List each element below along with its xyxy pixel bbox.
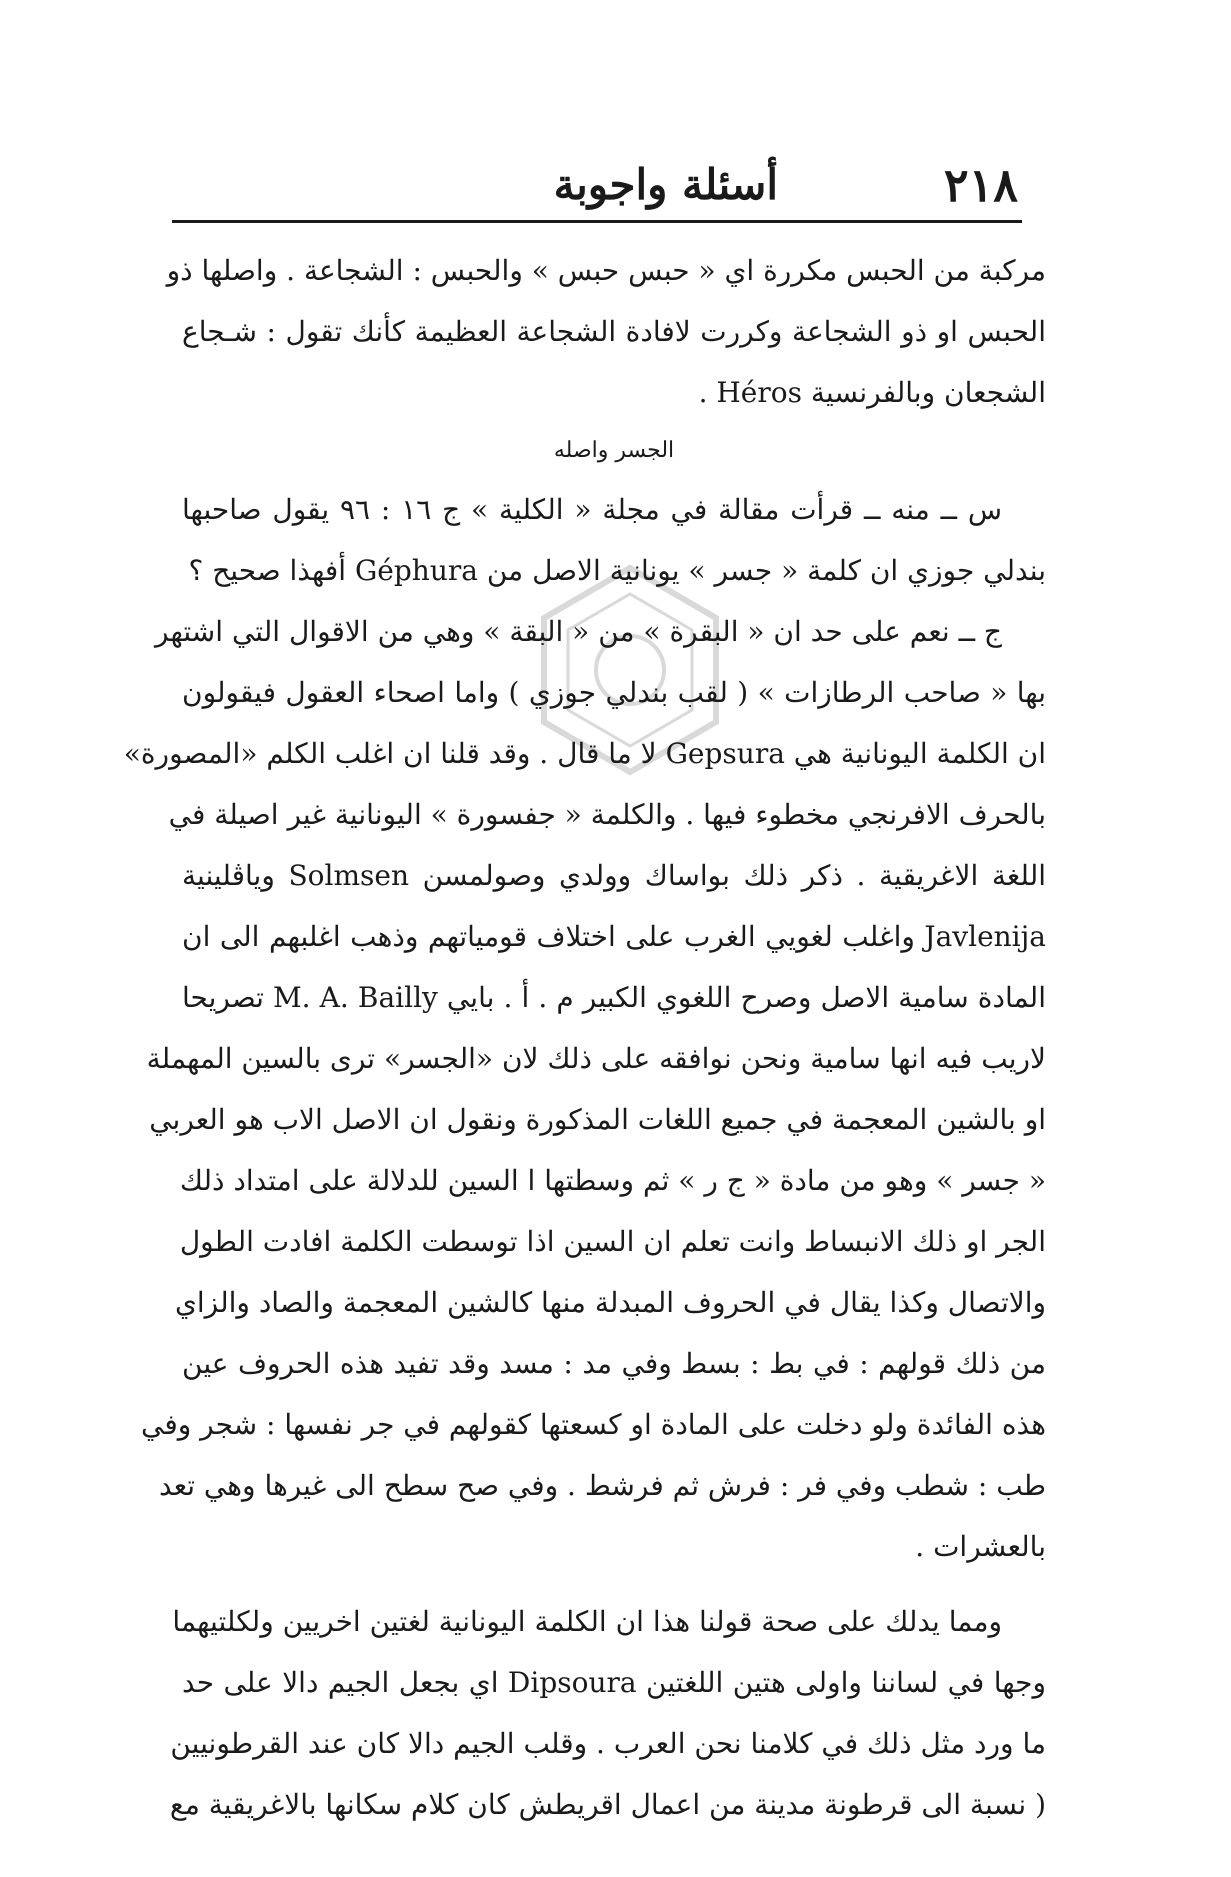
text-line: اللغة الاغريقية . ذكر ذلك بواساك وولدي وصولمسن Solmsen وياڤلينية [182,859,1046,892]
text-line: بها « صاحب الرطازات » ( لقب بندلي جوزي ) واما اصحاء العقول فيقولون [182,676,1046,709]
question-paragraph [182,479,1046,601]
paragraph-1 [166,240,1046,423]
section-heading: الجسر واصله [553,438,675,463]
running-title: أسئلة واجوبة [553,160,778,209]
answer-paragraph [123,601,1046,1577]
text-line: والاتصال وكذا يقال في الحروف المبدلة منها كالشين المعجمة والصاد والزاي [174,1286,1046,1319]
header-rule [172,220,1022,223]
text-line: لاريب فيه انها سامية ونحن نوافقه على ذلك لان «الجسر» ترى بالسين المهملة [146,1042,1046,1075]
text-line: ج ــ نعم على حد ان « البقرة » من « البقة » وهي من الاقوال التي اشتهر [155,615,1002,648]
text-line: « جسر » وهو من مادة « ج ر » ثم وسطتها ا السين للدلالة على امتداد ذلك [179,1164,1046,1197]
text-line: بندلي جوزي ان كلمة « جسر » يونانية الاصل من Géphura أفهذا صحيح ؟ [188,554,1046,587]
text-line: مركبة من الحبس مكررة اي « حبس حبس » والحبس : الشجاعة . واصلها ذو [166,254,1046,287]
text-line: من ذلك قولهم : في بط : بسط وفي مد : مسد وقد تفيد هذه الحروف عين [182,1347,1046,1380]
text-line: المادة سامية الاصل وصرح اللغوي الكبير م . أ . بايي M. A. Bailly تصريحا [182,981,1046,1014]
text-line: بالعشرات . [915,1530,1046,1563]
final-paragraph [169,1591,1046,1835]
text-line: ومما يدلك على صحة قولنا هذا ان الكلمة اليونانية لغتين اخريين ولكلتيهما [172,1605,1002,1638]
text-line: هذه الفائدة ولو دخلت على المادة او كسعتها كقولهم في جر نفسها : شجر وفي [141,1408,1046,1441]
text-line: الجر او ذلك الانبساط وانت تعلم ان السين اذا توسطت الكلمة افادت الطول [179,1225,1046,1258]
body-text [123,240,1046,1835]
page-header [178,158,1018,214]
text-line: او بالشين المعجمة في جميع اللغات المذكورة ونقول ان الاصل الاب هو العربي [149,1103,1046,1136]
text-line: س ــ منه ــ قرأت مقالة في مجلة « الكلية » ج ١٦ : ٩٦ يقول صاحبها [182,493,1003,526]
text-line: ما ورد مثل ذلك في كلامنا نحن العرب . وقلب الجيم دالا كان عند القرطونيين [170,1727,1046,1760]
text-line: وجها في لساننا واولى هتين اللغتين Dipsoura اي بجعل الجيم دالا على حد [182,1666,1046,1699]
text-line: بالحرف الافرنجي مخطوء فيها . والكلمة « جفسورة » اليونانية غير اصيلة في [168,798,1046,831]
text-line: الشجعان وبالفرنسية Héros . [698,376,1046,409]
text-line: ( نسبة الى قرطونة مدينة من اعمال اقريطش كان كلام سكانها بالاغريقية مع [169,1788,1046,1821]
text-line: طب : شطب وفي فر : فرش ثم فرشط . وفي صح سطح الى غيرها وهي تعد [159,1469,1046,1502]
page-number: ٢١٨ [943,158,1018,212]
text-line: Javlenija واغلب لغويي الغرب على اختلاف قومياتهم وذهب اغلبهم الى ان [182,920,1046,953]
text-line: ان الكلمة اليونانية هي Gepsura لا ما قال . وقد قلنا ان اغلب الكلم «المصورة» [123,737,1046,770]
text-line: الحبس او ذو الشجاعة وكررت لافادة الشجاعة العظيمة كأنك تقول : شـجاع [182,315,1046,348]
